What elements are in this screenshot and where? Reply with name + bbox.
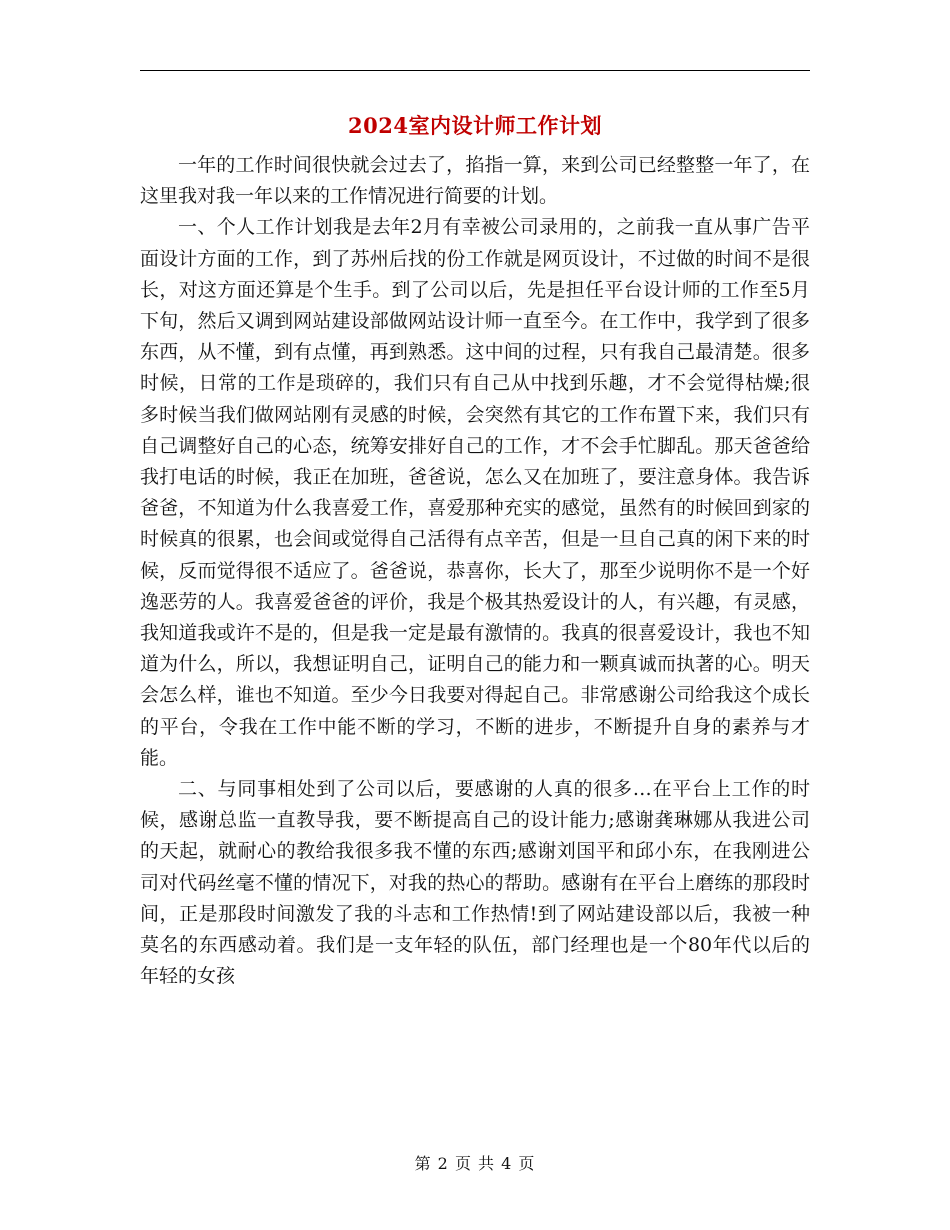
document-body <box>140 150 810 992</box>
paragraph-personal-plan: 一、个人工作计划我是去年2月有幸被公司录用的，之前我一直从事广告平面设计方面的工作，到了苏州后找的份工作就是网页设计，不过做的时间不是很长，对这方面还算是个生手。到了公司以后，先是担任平台设计师的工作至5月下旬，然后又调到网站建设部做网站设计师一直至今。在工作中，我学到了很多东西，从不懂，到有点懂，再到熟悉。这中间的过程，只有我自己最清楚。很多时候，日常的工作是琐碎的，我们只有自己从中找到乐趣，才不会觉得枯燥;很多时候当我们做网站刚有灵感的时候，会突然有其它的工作布置下来，我们只有自己调整好自己的心态，统筹安排好自己的工作，才不会手忙脚乱。那天爸爸给我打电话的时候，我正在加班，爸爸说，怎么又在加班了，要注意身体。我告诉爸爸，不知道为什么我喜爱工作，喜爱那种充实的感觉，虽然有的时候回到家的时候真的很累，也会间或觉得自己活得有点辛苦，但是一旦自己真的闲下来的时候，反而觉得很不适应了。爸爸说，恭喜你，长大了，那至少说明你不是一个好逸恶劳的人。我喜爱爸爸的评价，我是个极其热爱设计的人，有兴趣，有灵感，我知道我或许不是的，但是我一定是最有激情的。我真的很喜爱设计，我也不知道为什么，所以，我想证明自己，证明自己的能力和一颗真诚而执著的心。明天会怎么样，谁也不知道。至少今日我要对得起自己。非常感谢公司给我这个成长的平台，令我在工作中能不断的学习，不断的进步，不断提升自身的素养与才能。 <box>140 216 810 769</box>
page-number: 第 2 页 共 4 页 <box>414 1154 536 1173</box>
header-rule <box>140 70 810 71</box>
paragraph-colleagues: 二、与同事相处到了公司以后，要感谢的人真的很多…在平台上工作的时候，感谢总监一直教导我，要不断提高自己的设计能力;感谢龚琳娜从我进公司的天起，就耐心的教给我很多我不懂的东西;感谢刘国平和邱小东，在我刚进公司对代码丝毫不懂的情况下，对我的热心的帮助。感谢有在平台上磨练的那段时间，正是那段时间激发了我的斗志和工作热情!到了网站建设部以后，我被一种莫名的东西感动着。我们是一支年轻的队伍，部门经理也是一个80年代以后的年轻的女孩 <box>140 778 810 988</box>
document-title: 2024室内设计师工作计划 <box>348 113 602 138</box>
paragraph-intro: 一年的工作时间很快就会过去了，掐指一算，来到公司已经整整一年了，在这里我对我一年以来的工作情况进行简要的计划。 <box>140 154 810 208</box>
